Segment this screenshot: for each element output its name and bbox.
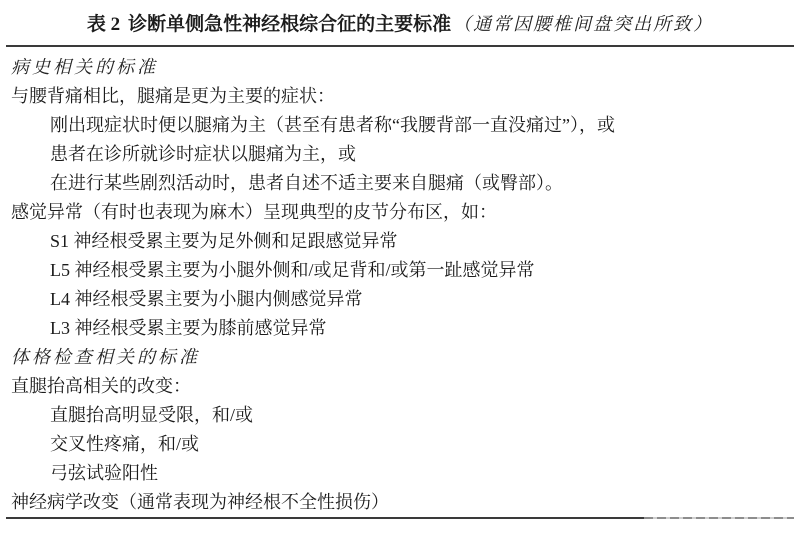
subcriterion-s1-root: S1 神经根受累主要为足外侧和足跟感觉异常 <box>50 231 398 251</box>
criterion-paresthesia-dermatome: 感觉异常（有时也表现为麻木）呈现典型的皮节分布区，如： <box>11 202 497 222</box>
subcriterion-bowstring-positive: 弓弦试验阳性 <box>50 463 158 483</box>
bottom-rule-solid-segment <box>6 517 644 519</box>
table-title <box>0 0 800 45</box>
subcriterion-activity-discomfort: 在进行某些剧烈活动时，患者自述不适主要来自腿痛（或臀部）。 <box>50 173 563 193</box>
table-title-text: 诊断单侧急性神经根综合征的主要标准 <box>128 14 452 35</box>
criterion-leg-pain-dominant: 与腰背痛相比，腿痛是更为主要的症状： <box>11 86 335 106</box>
subcriterion-clinic-visit: 患者在诊所就诊时症状以腿痛为主，或 <box>50 144 356 164</box>
criterion-slr-changes: 直腿抬高相关的改变： <box>11 376 191 396</box>
criterion-neurologic-changes: 神经病学改变（通常表现为神经根不全性损伤） <box>11 492 389 512</box>
section-physical-exam-header: 体格检查相关的标准 <box>11 347 200 367</box>
subcriterion-crossed-pain: 交叉性疼痛，和/或 <box>50 434 200 454</box>
table-body <box>0 47 800 517</box>
bottom-rule-faded-watermark-segment <box>644 517 794 519</box>
subcriterion-l5-root: L5 神经根受累主要为小腿外侧和/或足背和/或第一趾感觉异常 <box>50 260 535 280</box>
section-history-header: 病史相关的标准 <box>11 57 158 77</box>
bottom-rule <box>6 517 794 519</box>
subcriterion-l4-root: L4 神经根受累主要为小腿内侧感觉异常 <box>50 289 363 309</box>
subcriterion-onset-leg-pain: 刚出现症状时便以腿痛为主（甚至有患者称“我腰背部一直没痛过”），或 <box>50 115 615 135</box>
table-number: 表 2 <box>86 14 121 35</box>
table-title-note: （通常因腰椎间盘突出所致） <box>453 13 714 34</box>
subcriterion-slr-limited: 直腿抬高明显受限，和/或 <box>50 405 253 425</box>
subcriterion-l3-root: L3 神经根受累主要为膝前感觉异常 <box>50 318 327 338</box>
